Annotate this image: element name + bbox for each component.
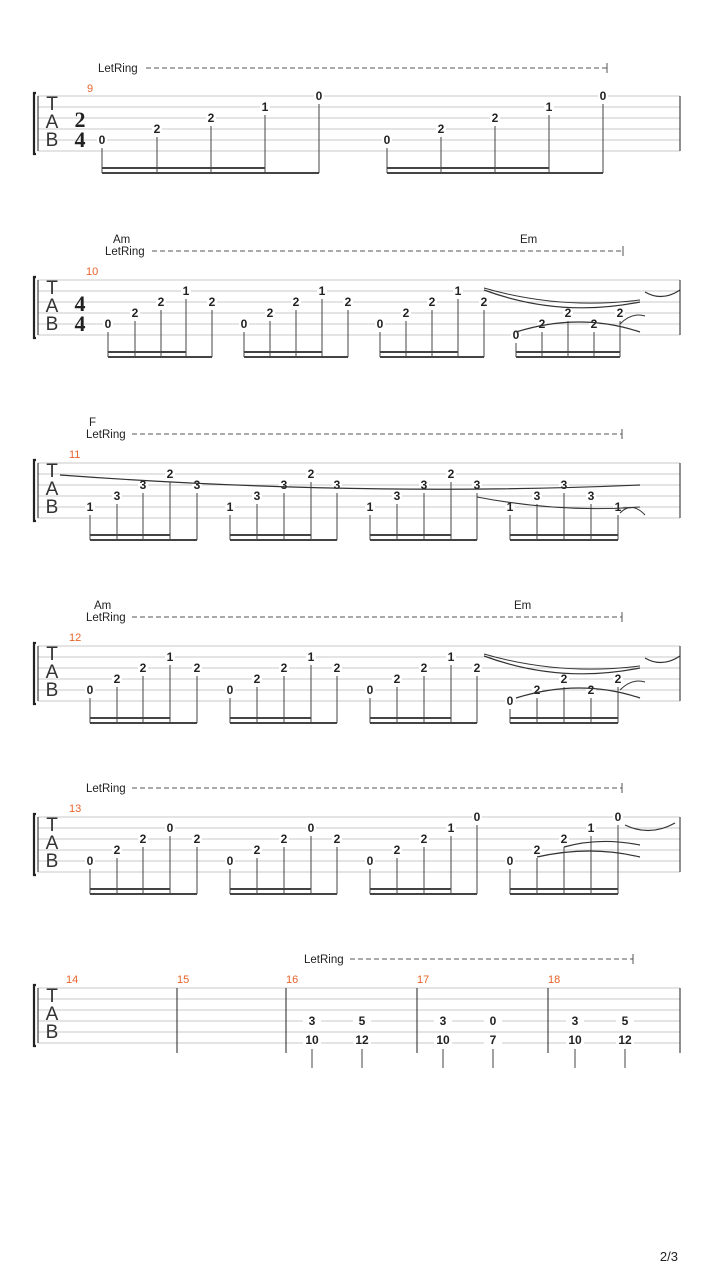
fret-number: 10 bbox=[568, 1033, 582, 1047]
system-bracket bbox=[34, 643, 36, 704]
time-signature-bottom: 4 bbox=[74, 311, 86, 336]
fret-number: 2 bbox=[344, 295, 352, 309]
tab-clef-letter: A bbox=[45, 479, 59, 500]
fret-number: 5 bbox=[358, 1014, 366, 1028]
let-ring-label: LetRing bbox=[304, 954, 344, 966]
measure-number: 11 bbox=[69, 449, 81, 461]
tie-arc bbox=[564, 841, 640, 847]
fret-number: 3 bbox=[533, 489, 541, 503]
measure-number: 16 bbox=[286, 974, 299, 986]
tab-clef-letter: T bbox=[46, 986, 58, 1007]
fret-number: 2 bbox=[447, 467, 455, 481]
fret-number: 2 bbox=[280, 832, 288, 846]
fret-number: 2 bbox=[538, 317, 546, 331]
measure-number: 14 bbox=[66, 974, 79, 986]
fret-number: 2 bbox=[560, 672, 568, 686]
fret-number: 10 bbox=[305, 1033, 319, 1047]
tie-arc bbox=[484, 290, 640, 308]
fret-number: 0 bbox=[307, 821, 315, 835]
fret-number: 0 bbox=[376, 317, 384, 331]
system-bracket bbox=[34, 277, 36, 338]
fret-number: 12 bbox=[618, 1033, 632, 1047]
fret-number: 2 bbox=[587, 683, 595, 697]
fret-number: 1 bbox=[587, 821, 595, 835]
fret-number: 0 bbox=[383, 133, 391, 147]
tie-arc bbox=[625, 823, 675, 831]
measure-number: 12 bbox=[69, 632, 82, 644]
fret-number: 1 bbox=[506, 500, 514, 514]
fret-number: 2 bbox=[437, 122, 445, 136]
fret-number: 3 bbox=[420, 478, 428, 492]
fret-number: 2 bbox=[139, 661, 147, 675]
fret-number: 2 bbox=[193, 832, 201, 846]
system-5 bbox=[34, 783, 680, 894]
fret-number: 0 bbox=[506, 694, 514, 708]
tie-arc bbox=[537, 851, 640, 857]
fret-number: 3 bbox=[333, 478, 341, 492]
system-6 bbox=[34, 954, 680, 1068]
fret-number: 2 bbox=[253, 672, 261, 686]
fret-number: 0 bbox=[86, 854, 94, 868]
fret-number: 1 bbox=[307, 650, 315, 664]
fret-number: 1 bbox=[182, 284, 190, 298]
tab-clef-letter: T bbox=[46, 278, 58, 299]
fret-number: 3 bbox=[280, 478, 288, 492]
fret-number: 2 bbox=[131, 306, 139, 320]
fret-number: 2 bbox=[153, 122, 161, 136]
fret-number: 3 bbox=[587, 489, 595, 503]
fret-number: 2 bbox=[420, 832, 428, 846]
system-1 bbox=[34, 63, 680, 173]
fret-number: 2 bbox=[393, 672, 401, 686]
fret-number: 2 bbox=[560, 832, 568, 846]
fret-number: 0 bbox=[104, 317, 112, 331]
fret-number: 1 bbox=[366, 500, 374, 514]
fret-number: 0 bbox=[86, 683, 94, 697]
system-3 bbox=[34, 417, 680, 540]
system-4 bbox=[34, 600, 680, 723]
fret-number: 1 bbox=[261, 100, 269, 114]
fret-number: 10 bbox=[436, 1033, 450, 1047]
fret-number: 2 bbox=[292, 295, 300, 309]
fret-number: 3 bbox=[439, 1014, 447, 1028]
tab-clef-letter: T bbox=[46, 461, 58, 482]
measure-number: 10 bbox=[86, 266, 99, 278]
fret-number: 2 bbox=[614, 672, 622, 686]
fret-number: 1 bbox=[166, 650, 174, 664]
system-bracket bbox=[34, 985, 36, 1046]
fret-number: 2 bbox=[208, 295, 216, 309]
let-ring-label: LetRing bbox=[105, 246, 145, 258]
tie-arc bbox=[620, 507, 645, 515]
measure-number: 18 bbox=[548, 974, 561, 986]
fret-number: 7 bbox=[489, 1033, 497, 1047]
chord-name: Am bbox=[113, 234, 131, 246]
fret-number: 2 bbox=[333, 661, 341, 675]
tab-clef-letter: B bbox=[45, 130, 59, 151]
tie-arc bbox=[620, 681, 645, 690]
measure-number: 9 bbox=[87, 83, 94, 95]
fret-number: 0 bbox=[599, 89, 607, 103]
measure-number: 17 bbox=[417, 974, 430, 986]
fret-number: 0 bbox=[614, 810, 622, 824]
fret-number: 2 bbox=[253, 843, 261, 857]
fret-number: 3 bbox=[571, 1014, 579, 1028]
fret-number: 3 bbox=[113, 489, 121, 503]
fret-number: 0 bbox=[98, 133, 106, 147]
fret-number: 2 bbox=[193, 661, 201, 675]
tab-clef-letter: T bbox=[46, 94, 58, 115]
fret-number: 2 bbox=[480, 295, 488, 309]
fret-number: 2 bbox=[280, 661, 288, 675]
page-number: 2/3 bbox=[659, 1249, 678, 1264]
system-bracket bbox=[34, 93, 36, 154]
tie-arc bbox=[484, 288, 640, 303]
fret-number: 2 bbox=[491, 111, 499, 125]
fret-number: 0 bbox=[506, 854, 514, 868]
fret-number: 1 bbox=[318, 284, 326, 298]
tab-clef-letter: A bbox=[45, 296, 59, 317]
fret-number: 0 bbox=[240, 317, 248, 331]
tab-clef-letter: B bbox=[45, 680, 59, 701]
fret-number: 3 bbox=[253, 489, 261, 503]
fret-number: 3 bbox=[308, 1014, 316, 1028]
fret-number: 2 bbox=[616, 306, 624, 320]
fret-number: 1 bbox=[545, 100, 553, 114]
fret-number: 2 bbox=[533, 683, 541, 697]
fret-number: 2 bbox=[333, 832, 341, 846]
fret-number: 2 bbox=[207, 111, 215, 125]
measure-number: 15 bbox=[177, 974, 190, 986]
fret-number: 2 bbox=[402, 306, 410, 320]
fret-number: 1 bbox=[447, 650, 455, 664]
fret-number: 3 bbox=[473, 478, 481, 492]
measure-number: 13 bbox=[69, 803, 82, 815]
fret-number: 0 bbox=[226, 683, 234, 697]
fret-number: 3 bbox=[393, 489, 401, 503]
tab-clef-letter: B bbox=[45, 1022, 59, 1043]
let-ring-label: LetRing bbox=[86, 783, 126, 795]
fret-number: 1 bbox=[614, 500, 622, 514]
tab-clef-letter: B bbox=[45, 497, 59, 518]
fret-number: 3 bbox=[139, 478, 147, 492]
time-signature-top: 2 bbox=[74, 107, 86, 132]
system-bracket bbox=[34, 460, 36, 521]
let-ring-label: LetRing bbox=[86, 612, 126, 624]
fret-number: 0 bbox=[226, 854, 234, 868]
time-signature-bottom: 4 bbox=[74, 127, 86, 152]
chord-name: Am bbox=[94, 600, 112, 612]
system-bracket bbox=[34, 814, 36, 875]
fret-number: 2 bbox=[393, 843, 401, 857]
time-signature-top: 4 bbox=[74, 291, 86, 316]
chord-name: F bbox=[89, 417, 97, 429]
fret-number: 5 bbox=[621, 1014, 629, 1028]
fret-number: 1 bbox=[454, 284, 462, 298]
fret-number: 0 bbox=[366, 854, 374, 868]
tab-clef-letter: A bbox=[45, 112, 59, 133]
fret-number: 2 bbox=[420, 661, 428, 675]
tab-clef-letter: T bbox=[46, 644, 58, 665]
let-ring-label: LetRing bbox=[98, 63, 138, 75]
fret-number: 1 bbox=[86, 500, 94, 514]
fret-number: 2 bbox=[428, 295, 436, 309]
fret-number: 2 bbox=[533, 843, 541, 857]
fret-number: 0 bbox=[366, 683, 374, 697]
fret-number: 0 bbox=[473, 810, 481, 824]
fret-number: 0 bbox=[512, 328, 520, 342]
fret-number: 2 bbox=[307, 467, 315, 481]
fret-number: 2 bbox=[564, 306, 572, 320]
fret-number: 12 bbox=[355, 1033, 369, 1047]
fret-number: 1 bbox=[226, 500, 234, 514]
tie-arc bbox=[484, 654, 640, 669]
fret-number: 2 bbox=[473, 661, 481, 675]
fret-number: 0 bbox=[489, 1014, 497, 1028]
fret-number: 2 bbox=[266, 306, 274, 320]
let-ring-label: LetRing bbox=[86, 429, 126, 441]
fret-number: 2 bbox=[157, 295, 165, 309]
fret-number: 0 bbox=[315, 89, 323, 103]
tab-clef-letter: B bbox=[45, 314, 59, 335]
tab-clef-letter: A bbox=[45, 1004, 59, 1025]
fret-number: 2 bbox=[113, 672, 121, 686]
fret-number: 2 bbox=[590, 317, 598, 331]
fret-number: 1 bbox=[447, 821, 455, 835]
fret-number: 3 bbox=[560, 478, 568, 492]
chord-name: Em bbox=[514, 600, 532, 612]
fret-number: 0 bbox=[166, 821, 174, 835]
fret-number: 3 bbox=[193, 478, 201, 492]
tab-clef-letter: A bbox=[45, 833, 59, 854]
tab-clef-letter: B bbox=[45, 851, 59, 872]
fret-number: 2 bbox=[139, 832, 147, 846]
tab-clef-letter: A bbox=[45, 662, 59, 683]
chord-name: Em bbox=[520, 234, 538, 246]
tab-clef-letter: T bbox=[46, 815, 58, 836]
fret-number: 2 bbox=[166, 467, 174, 481]
system-2 bbox=[34, 234, 680, 357]
fret-number: 2 bbox=[113, 843, 121, 857]
